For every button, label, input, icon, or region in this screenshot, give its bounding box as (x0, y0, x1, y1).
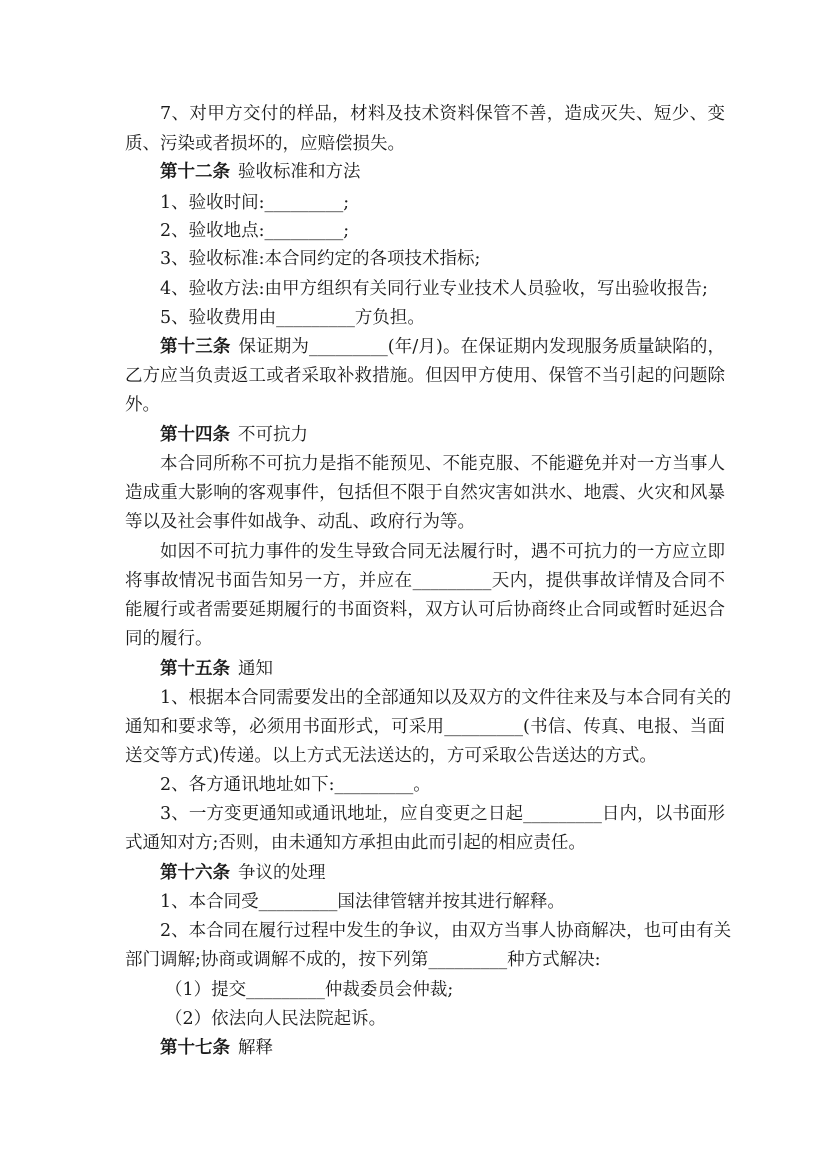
article-16-heading (160, 860, 725, 886)
text-line: 2、验收地点:_________; (160, 221, 350, 241)
text-line: 2、各方通讯地址如下:_________。 (160, 775, 431, 795)
article-number: 第十二条 (160, 162, 230, 182)
text-line: 通知和要求等，必须用书面形式，可采用_________(书信、传真、电报、当面 (125, 717, 725, 737)
text-line: 等以及社会事件如战争、动乱、政府行为等。 (125, 512, 475, 532)
article-number: 第十三条 (160, 337, 231, 357)
text-line: 1、验收时间:_________; (160, 193, 350, 213)
text-line: 造成重大影响的客观事件，包括但不限于自然灾害如洪水、地震、火灾和风暴 (125, 483, 725, 503)
article-title: 不可抗力 (238, 425, 308, 445)
article-title: 验收标准和方法 (238, 162, 361, 182)
article-12-heading (160, 159, 725, 185)
article-13-heading (160, 334, 725, 360)
article-15-heading (160, 656, 725, 682)
text-line: 如因不可抗力事件的发生导致合同无法履行时，遇不可抗力的一方应立即 (160, 542, 725, 562)
text-line: 2、本合同在履行过程中发生的争议，由双方当事人协商解决，也可由有关 (160, 921, 732, 941)
article-text: 保证期为_________(年/月)。在保证期内发现服务质量缺陷的， (238, 337, 725, 357)
article-title: 解释 (238, 1038, 273, 1058)
text-line: 乙方应当负责返工或者采取补救措施。但因甲方使用、保管不当引起的问题除 (125, 366, 725, 386)
text-line: 外。 (125, 395, 160, 415)
text-line: 7、对甲方交付的样品，材料及技术资料保管不善，造成灭失、短少、变 (160, 104, 725, 124)
text-line: 将事故情况书面告知另一方，并应在_________天内，提供事故详情及合同不 (125, 571, 725, 591)
article-number: 第十四条 (160, 425, 230, 445)
text-line: 送交等方式)传递。以上方式无法送达的，方可采取公告送达的方式。 (125, 746, 657, 766)
text-line: 能履行或者需要延期履行的书面资料，双方认可后协商终止合同或暂时延迟合 (125, 600, 725, 620)
article-number: 第十六条 (160, 863, 230, 883)
text-line: 1、本合同受_________国法律管辖并按其进行解释。 (160, 892, 565, 912)
text-line: 式通知对方;否则，由未通知方承担由此而引起的相应责任。 (125, 833, 586, 853)
article-title: 争议的处理 (238, 863, 326, 883)
text-line: （1）提交_________仲裁委员会仲裁; (165, 980, 454, 1000)
article-number: 第十七条 (160, 1038, 230, 1058)
article-number: 第十五条 (160, 659, 230, 679)
text-line: 3、一方变更通知或通讯地址，应自变更之日起_________日内，以书面形 (160, 804, 725, 824)
text-line: 3、验收标准:本合同约定的各项技术指标; (160, 249, 481, 269)
text-line: 同的履行。 (125, 629, 213, 649)
article-17-heading (160, 1035, 725, 1061)
text-line: 1、根据本合同需要发出的全部通知以及双方的文件往来及与本合同有关的 (160, 688, 732, 708)
text-line: （2）依法向人民法院起诉。 (165, 1009, 387, 1029)
text-line: 本合同所称不可抗力是指不能预见、不能克服、不能避免并对一方当事人 (160, 454, 725, 474)
text-line: 4、验收方法:由甲方组织有关同行业专业技术人员验收，写出验收报告; (160, 279, 708, 299)
text-line: 5、验收费用由_________方负担。 (160, 308, 425, 328)
text-line: 部门调解;协商或调解不成的，按下列第_________种方式解决: (125, 950, 601, 970)
article-14-heading (160, 422, 725, 448)
text-line: 质、污染或者损坏的，应赔偿损失。 (125, 134, 405, 154)
article-title: 通知 (238, 659, 273, 679)
